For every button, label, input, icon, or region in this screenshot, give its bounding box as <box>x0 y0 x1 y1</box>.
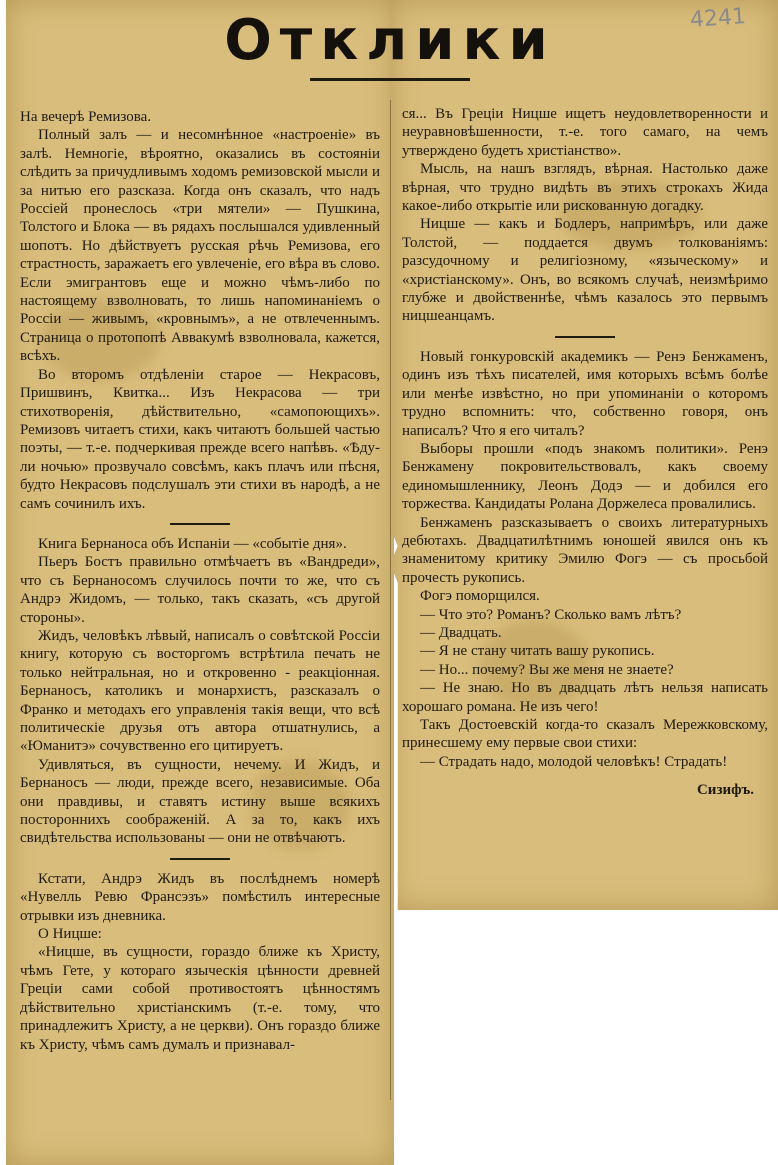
paragraph: О Ницше: <box>38 926 102 943</box>
author-signature: Сизифъ. <box>696 782 754 799</box>
dialogue-line: — Что это? Романъ? Сколько вамъ лѣтъ? <box>420 606 682 623</box>
paragraph: Мысль, на нашъ взглядъ, вѣрная. Настолько даже вѣрная, что трудно видѣть въ этихъ строкахъ Жида какое-либо открытіе или рискованную догадку. <box>402 161 768 215</box>
dialogue-line: — Двадцать. <box>420 624 502 641</box>
archive-number: 4241 <box>689 4 747 33</box>
paragraph-heading: На вечерѣ Ремизова. <box>20 109 152 125</box>
column-divider <box>390 100 391 1100</box>
dialogue-line: — Не знаю. Но въ двадцать лѣтъ нельзя написать хорошаго романа. Не изъ чего! <box>402 680 768 715</box>
left-column <box>20 108 380 1054</box>
paragraph: ся... Въ Греціи Ницше ищетъ неудовлетворенности и неуравновѣшенности, т.-е. того самаго, на чемъ утверждено будетъ христіанство». <box>402 106 768 159</box>
paragraph: Такъ Достоевскій когда-то сказалъ Мережковскому, принесшему ему первые свои стихи: <box>402 717 768 752</box>
section-separator <box>170 523 230 525</box>
paragraph: Кстати, Андрэ Жидъ въ послѣднемъ номерѣ «Нувелль Ревю Франсэзъ» помѣстилъ интересные отрывки изъ дневника. <box>20 870 380 924</box>
page-title: Отклики <box>224 8 556 73</box>
title-underline <box>310 78 470 81</box>
paragraph-heading: Книга Бернаноса объ Испаніи — «событіе дня». <box>38 535 347 552</box>
dialogue-line: — Страдать надо, молодой человѣкъ! Страдать! <box>420 753 728 770</box>
dialogue-line: — Но... почему? Вы же меня не знаете? <box>420 661 674 678</box>
dialogue-line: — Я не стану читать вашу рукопись. <box>420 643 655 660</box>
paragraph: Удивляться, въ сущности, нечему. И Жидъ, и Бернаносъ — люди, прежде всего, независимые. Оба они правдивы, и ставятъ истину выше всякихъ постороннихъ соображеній. А за то, какъ ихъ свидѣтельства использованы — они не отвѣчаютъ. <box>20 756 380 847</box>
paragraph: Пьеръ Бостъ правильно отмѣчаетъ въ «Вандреди», что съ Бернаносомъ случилось почти то же, что съ Андрэ Жидомъ, — только, такъ сказать, «съ другой стороны». <box>20 554 380 626</box>
paragraph: «Ницше, въ сущности, гораздо ближе къ Христу, чѣмъ Гете, у котораго языческія цѣнности древней Греціи сами собой противостоятъ цѣнностямъ дѣйствительно христіанскимъ (т.-е. тому, что принадлежитъ Христу, а не церкви). Онъ гораздо ближе къ Христу, чѣмъ самъ думалъ и признавал- <box>20 944 380 1053</box>
paragraph: Фогэ поморщился. <box>420 588 540 605</box>
paragraph: Во второмъ отдѣленіи старое — Некрасовъ, Пришвинъ, Квитка... Изъ Некрасова — три стихотворенія, дѣйствительно, «самопоющихъ». Ремизовъ читаетъ стихи, какъ читаютъ большей частью поэты, — т.-е. подчеркивая прежде всего напѣвъ. «Ѣду-ли ночью» прозвучало совсѣмъ, какъ плачъ или пѣсня, будто Некрасовъ подслушалъ эти стихи въ народѣ, а не самъ сочинилъ ихъ. <box>20 366 380 512</box>
right-column <box>402 105 768 800</box>
section-separator <box>555 336 615 338</box>
paragraph: Жидъ, человѣкъ лѣвый, написалъ о совѣтской Россіи книгу, которую съ восторгомъ встрѣтила печать не только нейтральная, но и откровенно - реакціонная. Бернаносъ, католикъ и монархистъ, разсказалъ о Франко и методахъ его управленія такія вещи, что всѣ политическіе друзья отъ автора отшатнулись, а «Юманитэ» сочувственно его цитируетъ. <box>20 627 380 755</box>
paragraph: Полный залъ — и несомнѣнное «настроеніе» въ залѣ. Немногіе, вѣроятно, оказались въ состояніи слѣдить за причудливымъ ходомъ ремизовской мысли и за нитью его разсказа. Когда онъ сказалъ, что надъ Россіей пронеслось «три мятели» — Пушкина, Толстого и Блока — въ рядахъ послышался удивленный шопотъ. Но дѣйствуетъ русская рѣчь Ремизова, его страстность, заражаетъ его увлеченіе, его вѣра въ слово. Если эмигрантовъ еще и можно чѣмъ-либо по настоящему взволновать, то лишь напоминаніемъ о Россіи — живымъ, «кровнымъ», а не отвлеченнымъ. Страница о протопопѣ Аввакумѣ взволновала, кажется, всѣхъ. <box>20 127 381 365</box>
paragraph: Новый гонкуровскій академикъ — Ренэ Бенжаменъ, одинъ изъ тѣхъ писателей, имя которыхъ всѣмъ болѣе или менѣе извѣстно, но при упоминаніи о которомъ трудно вспомнить: что, собственно говоря, онъ написалъ? Что я его читалъ? <box>402 348 768 439</box>
section-separator <box>170 858 230 860</box>
paragraph: Ницше — какъ и Бодлеръ, напримѣръ, или даже Толстой, — поддается двумъ толкованіямъ: разсудочному и религіозному, «языческому» и «христіанскому». Онъ, во всякомъ случаѣ, неизмѣримо глубже и двойственнѣе, чѣмъ казалось это первымъ ницшеанцамъ. <box>402 216 768 325</box>
paragraph: Выборы прошли «подъ знакомъ политики». Ренэ Бенжамену покровительствовалъ, какъ своему единомышленнику, Леонъ Додэ — и добился его торжества. Кандидаты Ролана Доржелеса провалились. <box>402 440 768 513</box>
paragraph: Бенжаменъ разсказываетъ о своихъ литературныхъ дебютахъ. Двадцатилѣтнимъ юношей явился онъ къ знаменитому критику Эмилю Фогэ — съ просьбой прочесть рукопись. <box>402 514 768 586</box>
